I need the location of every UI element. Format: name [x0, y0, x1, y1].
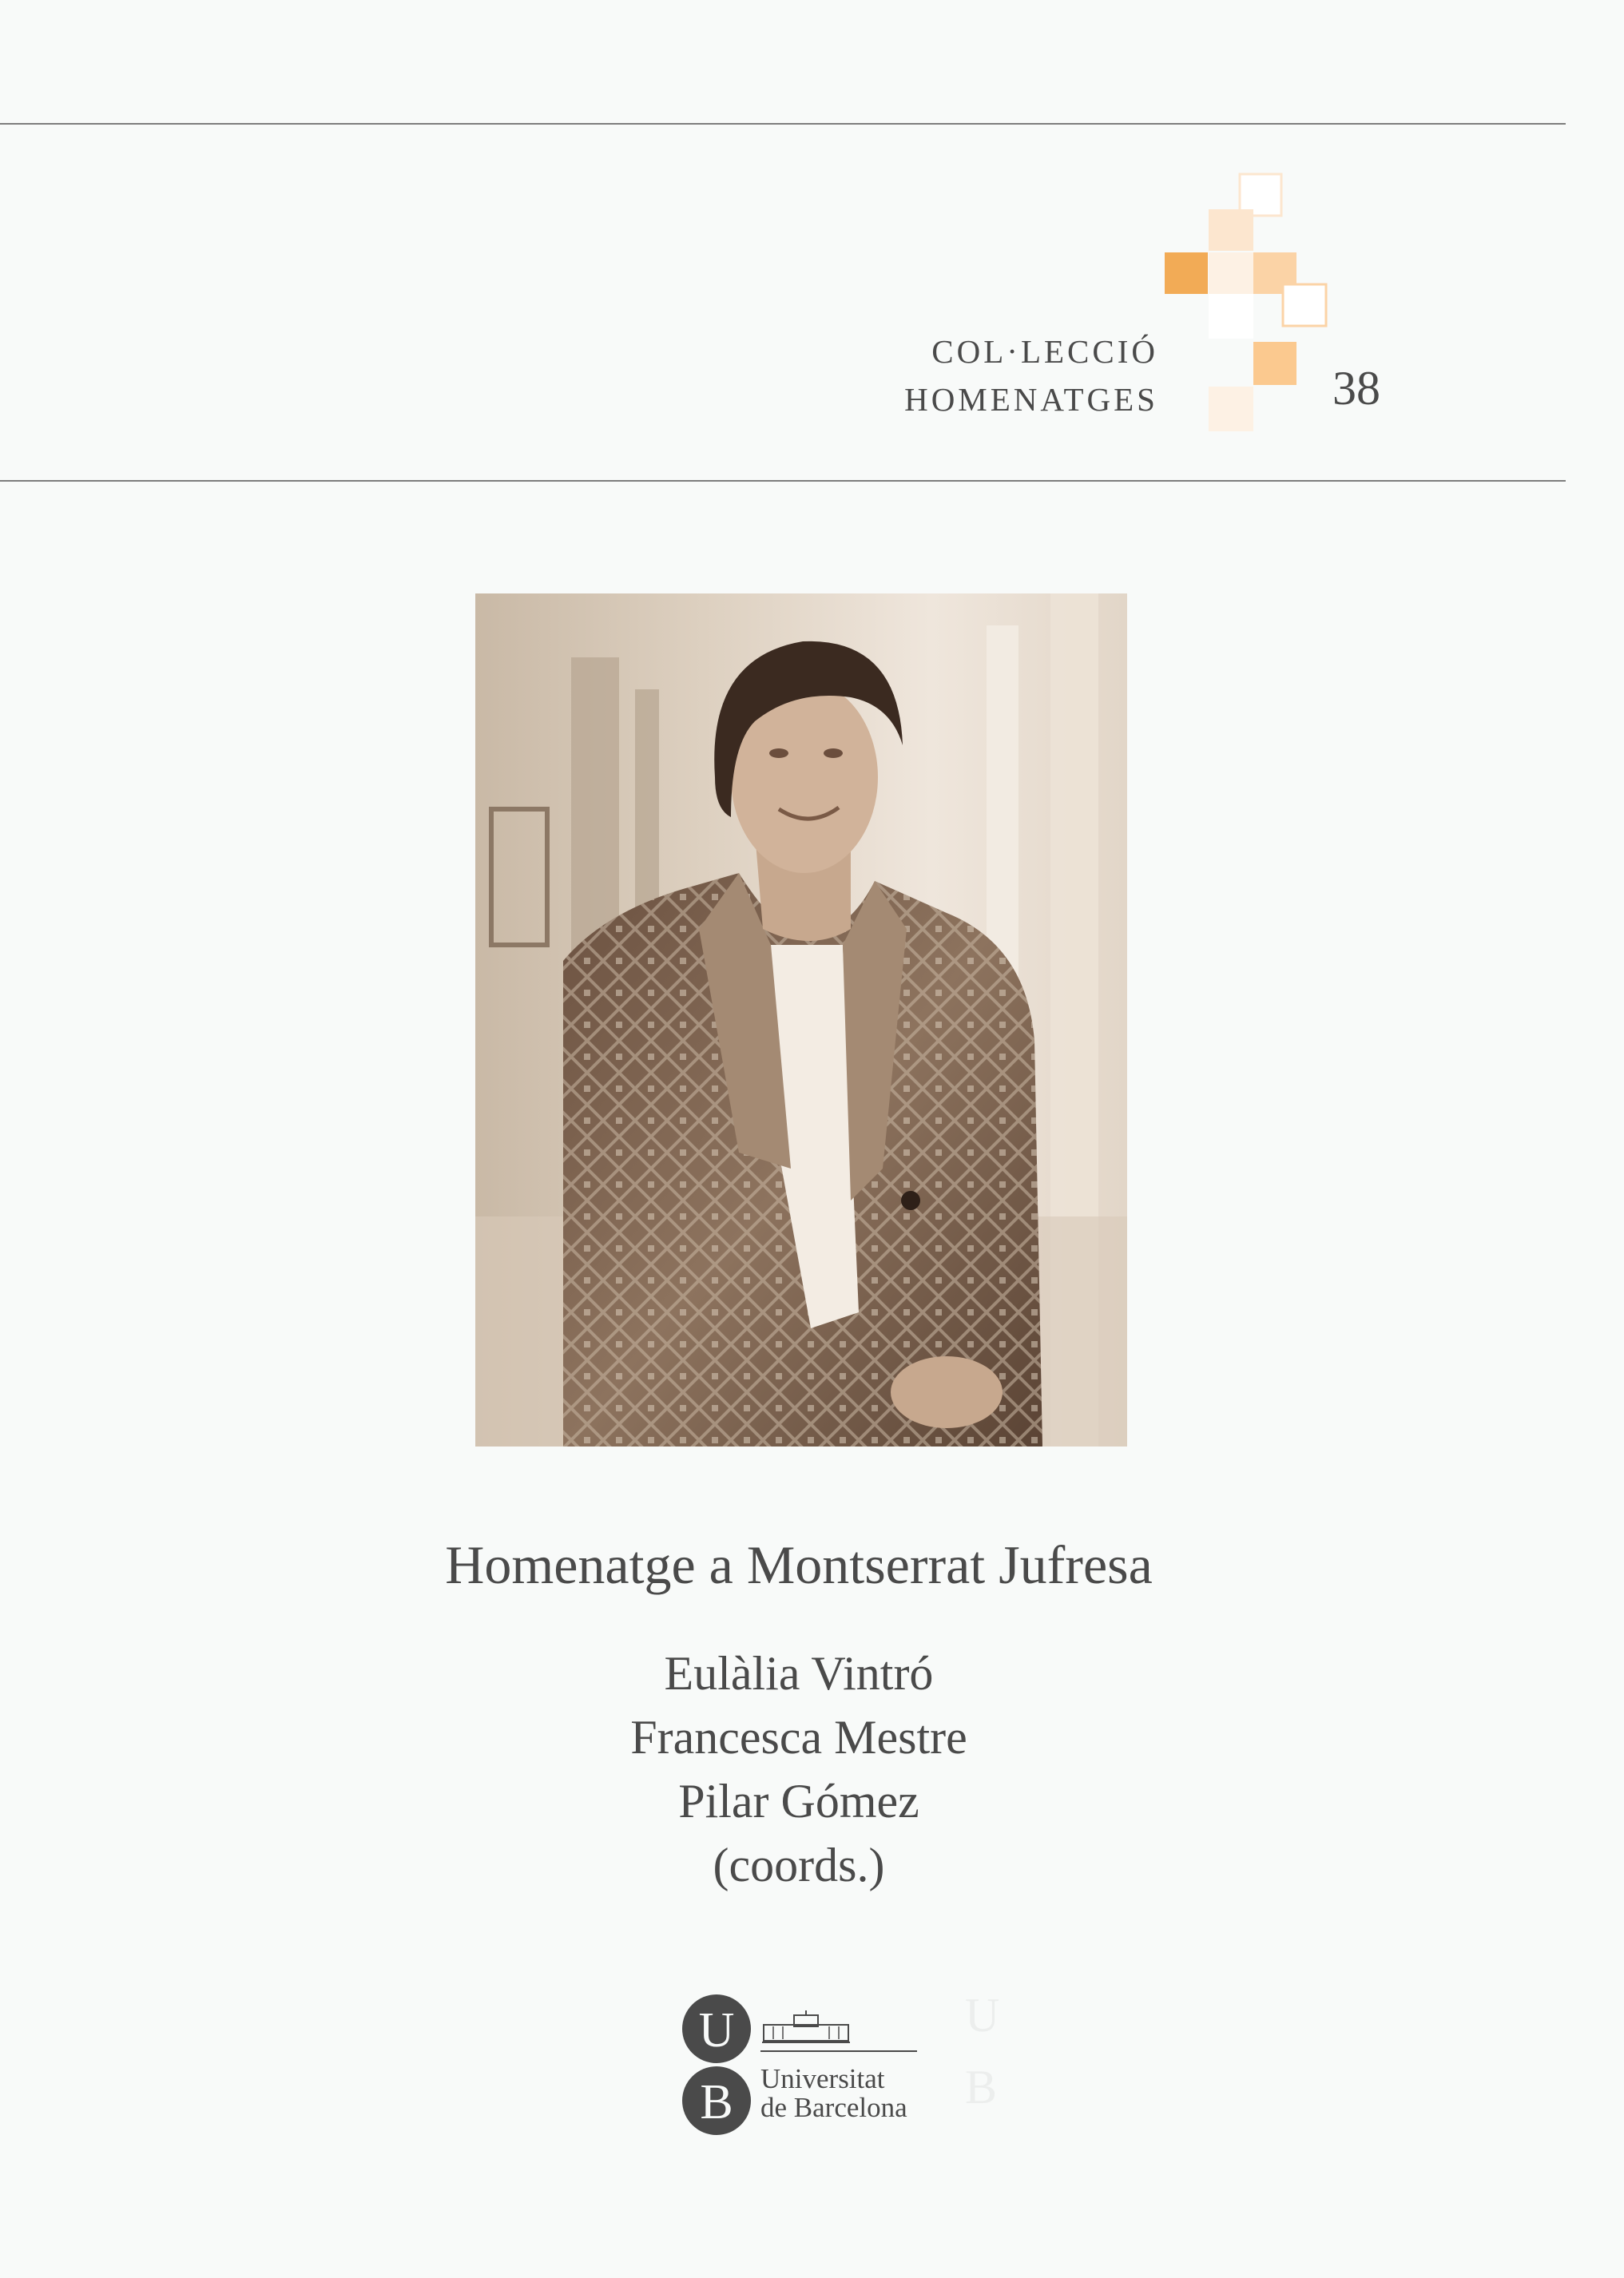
- logo-divider: [760, 2050, 917, 2052]
- building-icon: [762, 2010, 850, 2044]
- watermark-ub: U B: [965, 1989, 1000, 2113]
- series-mosaic-icon: [0, 0, 1624, 559]
- editor-name: Francesca Mestre: [630, 1711, 967, 1764]
- portrait-photo: [475, 593, 1127, 1447]
- series-number: 38: [1332, 362, 1380, 415]
- logo-mark-u: U: [682, 1994, 751, 2063]
- publisher-name: [760, 2065, 907, 2122]
- publisher-logo: [679, 1993, 943, 2137]
- series-line-2: HOMENATGES: [904, 381, 1158, 418]
- publisher-name-line-2: de Barcelona: [760, 2092, 907, 2123]
- editor-name: Pilar Gómez: [678, 1775, 919, 1828]
- series-line-1: COL·LECCIÓ: [931, 333, 1158, 370]
- editors-role: (coords.): [713, 1839, 885, 1891]
- editors-block: [0, 1641, 1598, 1897]
- publisher-name-line-1: Universitat: [760, 2063, 885, 2094]
- series-name: [799, 327, 1158, 423]
- editor-name: Eulàlia Vintró: [664, 1647, 934, 1700]
- logo-mark-b: B: [682, 2066, 751, 2135]
- top-rule: [0, 123, 1566, 125]
- book-title: Homenatge a Montserrat Jufresa: [445, 1534, 1153, 1595]
- bottom-rule: [0, 480, 1566, 482]
